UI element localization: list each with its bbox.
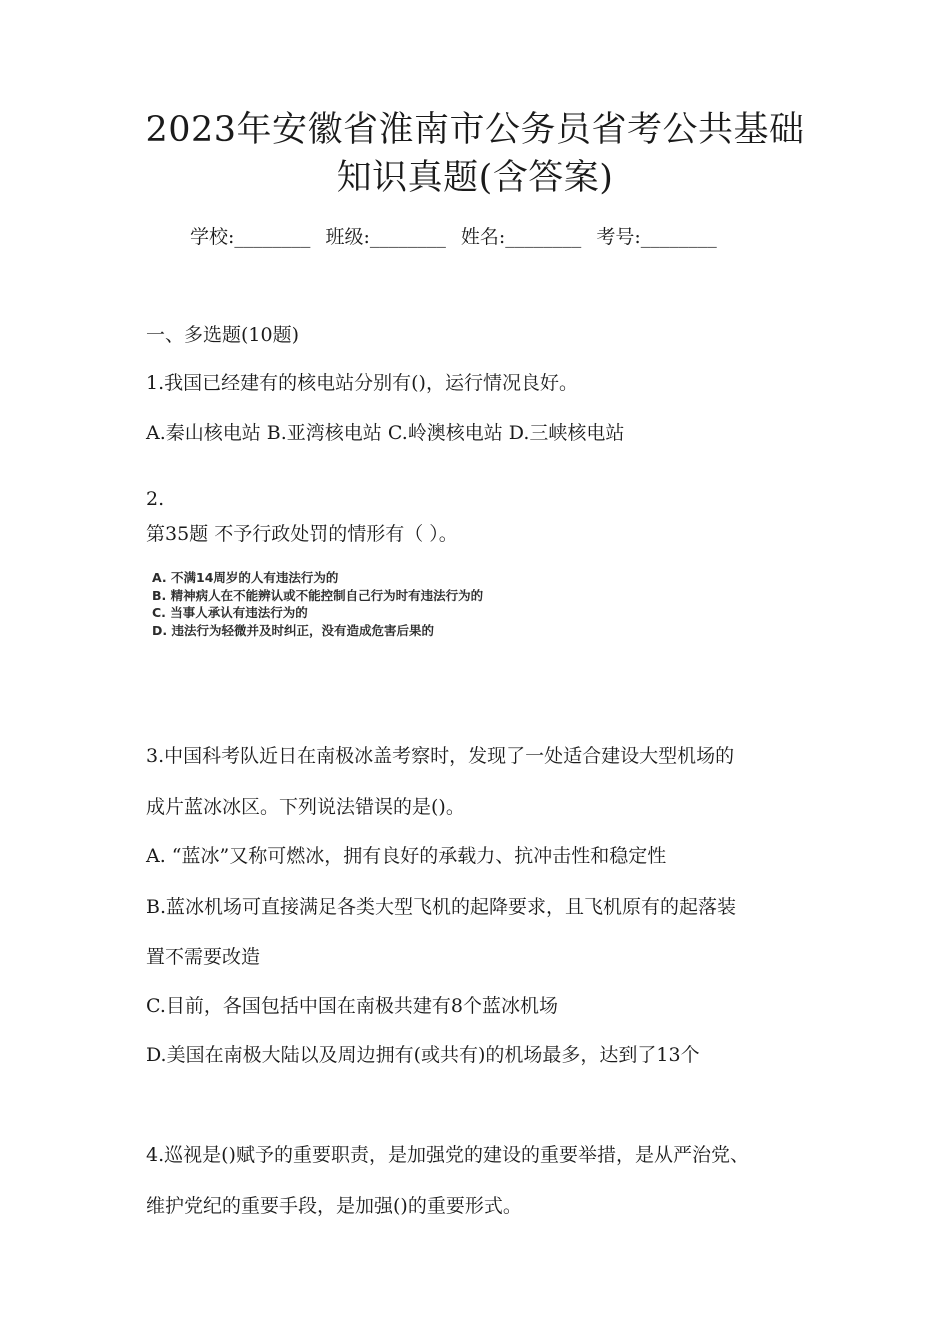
q1-stem: 1.我国已经建有的核电站分别有()，运行情况良好。 (146, 372, 578, 394)
q3-stem-line2: 成片蓝冰冰区。下列说法错误的是()。 (146, 796, 465, 818)
exam-number-field: 考号:________ (596, 226, 717, 248)
name-field: 姓名:________ (460, 226, 582, 248)
q2-options-image (152, 569, 483, 639)
q3-option-c: C.目前，各国包括中国在南极共建有8个蓝冰机场 (146, 995, 558, 1017)
document-title-line1: 2023年安徽省淮南市公务员省考公共基础 (145, 110, 805, 150)
school-field: 学校:________ (190, 226, 311, 248)
q3-option-b-line1: B.蓝冰机场可直接满足各类大型飞机的起降要求，且飞机原有的起落装 (146, 896, 737, 918)
q1-options: A.秦山核电站 B.亚湾核电站 C.岭澳核电站 D.三峡核电站 (146, 422, 625, 444)
q3-option-a: A. “蓝冰”又称可燃冰，拥有良好的承载力、抗冲击性和稳定性 (146, 845, 667, 867)
q4-stem-line1: 4.巡视是()赋予的重要职责，是加强党的建设的重要举措，是从严治党、 (146, 1144, 749, 1166)
student-info-row (190, 222, 726, 252)
q2-option-a: A. 不满14周岁的人有违法行为的 (152, 570, 339, 585)
document-title-line2: 知识真题(含答案) (336, 158, 614, 198)
q2-stem: 第35题 不予行政处罚的情形有（ ）。 (146, 523, 458, 545)
q2-number: 2. (146, 488, 165, 510)
q2-option-c: C. 当事人承认有违法行为的 (152, 605, 308, 620)
section-heading: 一、多选题(10题) (146, 324, 300, 346)
q2-option-d: D. 违法行为轻微并及时纠正，没有造成危害后果的 (152, 622, 434, 638)
q2-option-b: B. 精神病人在不能辨认或不能控制自己行为时有违法行为的 (152, 587, 484, 603)
q3-option-d: D.美国在南极大陆以及周边拥有(或共有)的机场最多，达到了13个 (146, 1044, 700, 1066)
q3-stem-line1: 3.中国科考队近日在南极冰盖考察时，发现了一处适合建设大型机场的 (146, 745, 735, 767)
class-field: 班级:________ (325, 226, 446, 248)
q4-stem-line2: 维护党纪的重要手段，是加强()的重要形式。 (146, 1195, 522, 1217)
q3-option-b-line2: 置不需要改造 (146, 946, 261, 968)
